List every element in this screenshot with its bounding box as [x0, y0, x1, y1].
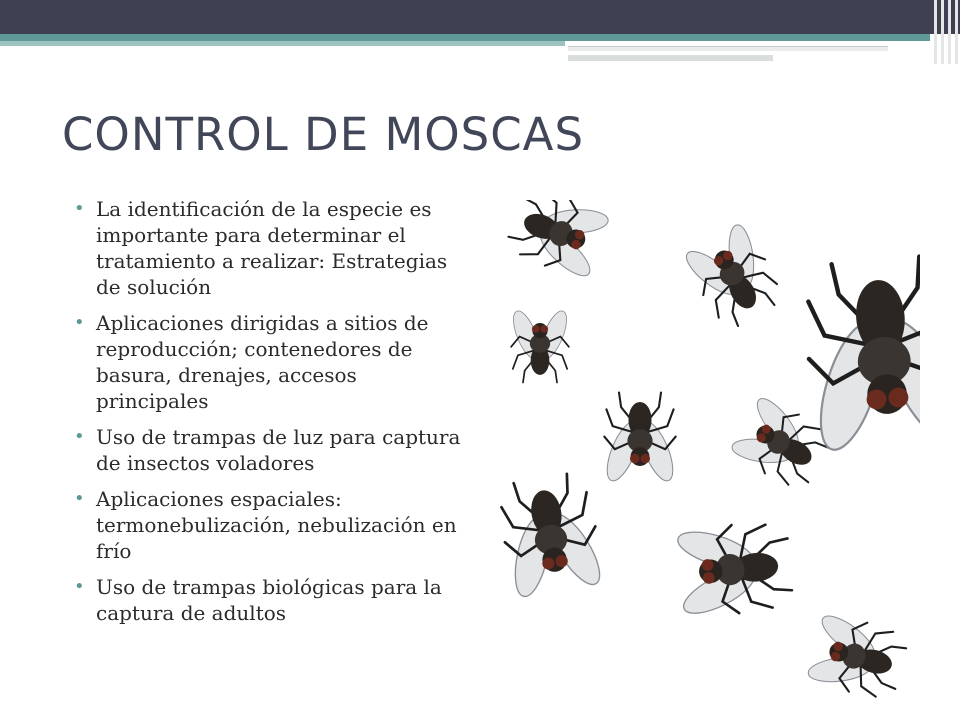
- header-bar: [0, 0, 960, 34]
- bullet-item: [70, 574, 470, 626]
- decorative-vertical-lines: [930, 0, 960, 64]
- flies-photo: [490, 200, 920, 700]
- bullet-text: Uso de trampas biológicas para la captura de adultos: [96, 575, 442, 625]
- bullet-text: Uso de trampas de luz para captura de insectos voladores: [96, 425, 461, 475]
- accent-stripe-light: [0, 41, 565, 46]
- bullet-dot: •: [74, 488, 85, 509]
- accent-stripe: [0, 34, 930, 41]
- bullet-dot: •: [74, 426, 85, 447]
- bullet-item: [70, 424, 470, 476]
- bullet-text: Aplicaciones espaciales: termonebulización, nebulización en frío: [96, 487, 457, 563]
- bullet-dot: •: [74, 576, 85, 597]
- bullet-list: [70, 196, 470, 636]
- bullet-text: Aplicaciones dirigidas a sitios de reproducción; contenedores de basura, drenajes, accesos principales: [96, 311, 429, 413]
- bullet-item: [70, 486, 470, 564]
- slide-title: CONTROL DE MOSCAS: [62, 108, 585, 161]
- accent-stripe-short: [568, 55, 773, 61]
- bullet-dot: •: [74, 198, 85, 219]
- bullet-dot: •: [74, 312, 85, 333]
- bullet-item: [70, 196, 470, 300]
- accent-stripe-thin: [568, 46, 888, 51]
- bullet-item: [70, 310, 470, 414]
- bullet-text: La identificación de la especie es importante para determinar el tratamiento a realizar: Estrategias de solución: [96, 197, 448, 299]
